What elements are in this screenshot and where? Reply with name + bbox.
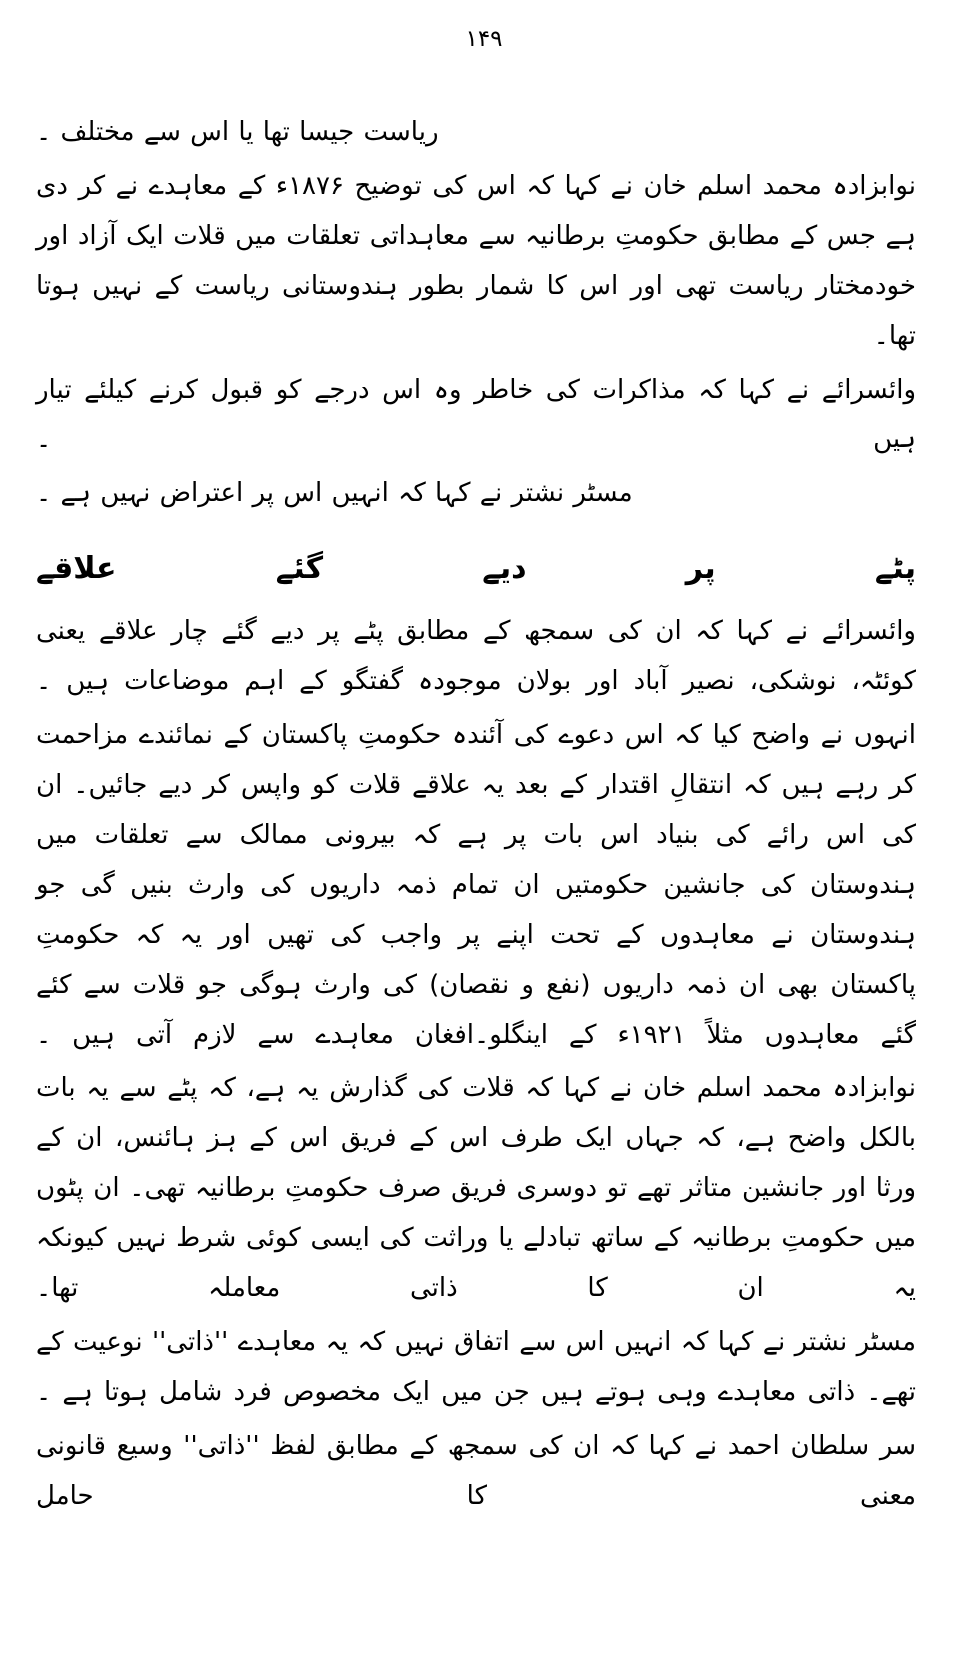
page-body — [36, 108, 916, 1526]
section-heading: پٹے پر دیے گئے علاقے — [36, 551, 916, 587]
paragraph-8: مسٹر نشتر نے کہا کہ انہیں اس سے اتفاق نہیں کہ یہ معاہدے ''ذاتی'' نوعیت کے تھے۔ ذاتی معاہدے وہی ہوتے ہیں جن میں ایک مخصوص فرد شامل ہوتا ہے ۔ — [36, 1326, 916, 1407]
paragraph-9: سر سلطان احمد نے کہا کہ ان کی سمجھ کے مطابق لفظ ''ذاتی'' وسیع قانونی معنی کا حامل — [36, 1430, 916, 1511]
paragraph-2: نوابزادہ محمد اسلم خان نے کہا کہ اس کی توضیح ۱۸۷۶ء کے معاہدے نے کر دی ہے جس کے مطابق حکومتِ برطانیہ سے معاہداتی تعلقات میں قلات ایک آزاد اور خودمختار ریاست تھی اور اس کا شمار بطور ہندوستانی ریاست کے نہیں ہوتا تھا۔ — [36, 170, 916, 351]
paragraph-5: وائسرائے نے کہا کہ ان کی سمجھ کے مطابق پٹے پر دیے گئے چار علاقے یعنی کوئٹہ، نوشکی، نصیر آباد اور بولان موجودہ گفتگو کے اہم موضاعات ہیں ۔ — [36, 616, 916, 697]
paragraph-6: انہوں نے واضح کیا کہ اس دعوے کی آئندہ حکومتِ پاکستان کے نمائندے مزاحمت کر رہے ہیں کہ انتقالِ اقتدار کے بعد یہ علاقے قلات کو واپس کر دیے جائیں۔ ان کی اس رائے کی بنیاد اس بات پر ہے کہ بیرونی ممالک سے تعلقات میں ہندوستان کی جانشین حکومتیں ان تمام ذمہ داریوں کی وارث بنیں گی جو ہندوستان نے معاہدوں کے تحت اپنے پر واجب کی تھیں اور یہ کہ حکومتِ پاکستان بھی ان ذمہ داریوں (نفع و نقصان) کی وارث ہوگی جو قلات سے کئے گئے معاہدوں مثلاً ۱۹۲۱ء کے اینگلو۔افغان معاہدے سے لازم آتی ہیں ۔ — [36, 720, 916, 1050]
paragraph-1: ریاست جیسا تھا یا اس سے مختلف ۔ — [36, 117, 439, 147]
paragraph-7: نوابزادہ محمد اسلم خان نے کہا کہ قلات کی گذارش یہ ہے، کہ پٹے سے یہ بات بالکل واضح ہے، کہ جہاں ایک طرف اس کے فریق اس کے ہز ہائنس، ان کے ورثا اور جانشین متاثر تھے تو دوسری فریق صرف حکومتِ برطانیہ تھی۔ ان پٹوں میں حکومتِ برطانیہ کے ساتھ تبادلے یا وراثت کی ایسی کوئی شرط نہیں کیونکہ یہ ان کا ذاتی معاملہ تھا۔ — [36, 1073, 916, 1304]
page-number: ۱۴۹ — [465, 26, 503, 52]
paragraph-4: مسٹر نشتر نے کہا کہ انہیں اس پر اعتراض نہیں ہے ۔ — [36, 478, 633, 509]
paragraph-3: وائسرائے نے کہا کہ مذاکرات کی خاطر وہ اس درجے کو قبول کرنے کیلئے تیار ہیں ۔ — [36, 374, 916, 455]
